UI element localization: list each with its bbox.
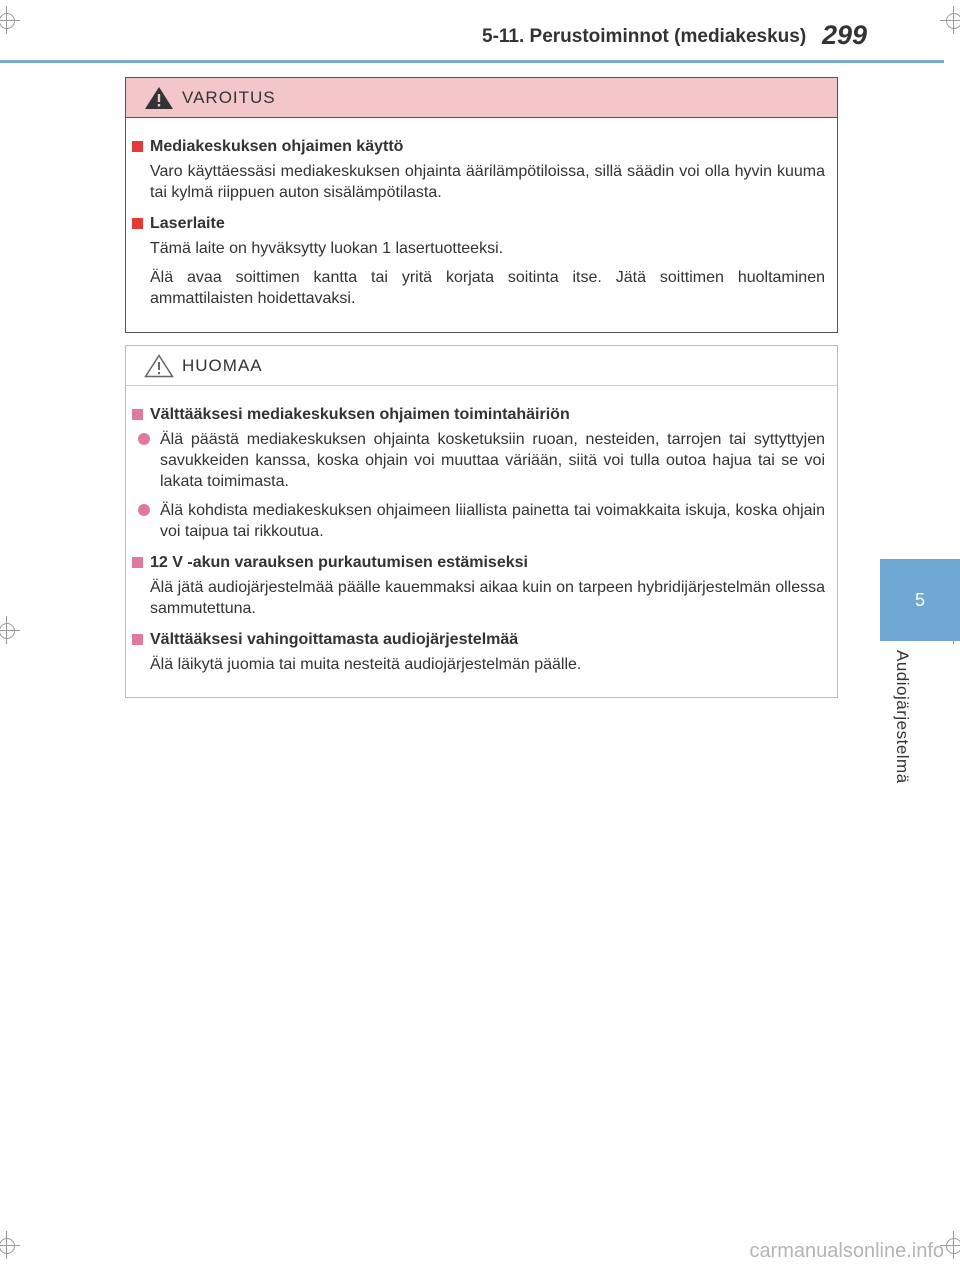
note-item-title: [132, 629, 825, 650]
warning-item-title-text: Laserlaite: [150, 215, 225, 232]
note-bullet: [138, 429, 825, 492]
note-paragraph: Älä jätä audiojärjestelmää päälle kauemmaksi aikaa kuin on tarpeen hybridijärjestelmän ollessa sammutettuna.: [150, 579, 825, 617]
round-bullet-icon: [138, 504, 150, 516]
note-bullet-text: Älä päästä mediakeskuksen ohjainta kosketuksiin ruoan, nesteiden, tarrojen tai syttyttyjen savukkeiden kanssa, koska ohjain voi muuttaa väriään, siitä voi tulla outoa hajua tai se voi lakata toimimasta.: [160, 431, 825, 490]
round-bullet-icon: [138, 433, 150, 445]
note-box: [125, 345, 838, 698]
square-bullet-icon: [132, 409, 143, 420]
chapter-label: Audiojärjestelmä: [893, 650, 912, 784]
square-bullet-icon: [132, 634, 143, 645]
note-item-title: [132, 552, 825, 573]
note-item-title-text: 12 V -akun varauksen purkautumisen estämiseksi: [150, 554, 528, 571]
warning-body: [126, 118, 837, 309]
warning-triangle-icon: [144, 86, 174, 110]
warning-header: [126, 78, 837, 118]
warning-title: VAROITUS: [182, 87, 276, 107]
warning-paragraph: Tämä laite on hyväksytty luokan 1 lasertuotteeksi.: [150, 240, 504, 257]
note-item-title: [132, 404, 825, 425]
warning-item-title-text: Mediakeskuksen ohjaimen käyttö: [150, 138, 404, 155]
warning-item-title: [132, 136, 825, 157]
chapter-tab: [880, 559, 960, 641]
square-bullet-icon: [132, 141, 143, 152]
page-number: 299: [822, 20, 868, 50]
chapter-number: 5: [914, 589, 925, 610]
note-item-title-text: Välttääksesi mediakeskuksen ohjaimen toimintahäiriön: [150, 406, 570, 423]
note-paragraph: Älä läikytä juomia tai muita nesteitä audiojärjestelmän päälle.: [150, 656, 582, 673]
caution-triangle-icon: [144, 354, 174, 378]
warning-item-title: [132, 213, 825, 234]
warning-paragraph: Varo käyttäessäsi mediakeskuksen ohjainta äärilämpötiloissa, sillä säädin voi olla hyvin kuuma tai kylmä riippuen auton sisälämpötilasta.: [150, 163, 825, 201]
section-title: 5-11. Perustoiminnot (mediakeskus): [482, 26, 807, 47]
warning-box: [125, 77, 838, 333]
note-bullet: [138, 500, 825, 542]
note-header: [126, 346, 837, 386]
note-bullet-text: Älä kohdista mediakeskuksen ohjaimeen liiallista painetta tai voimakkaita iskuja, koska ohjain voi taipua tai rikkoutua.: [160, 502, 825, 540]
header-rule: [0, 60, 944, 63]
footer-watermark: carmanualsonline.info: [749, 1240, 944, 1262]
note-body: [126, 386, 837, 675]
square-bullet-icon: [132, 218, 143, 229]
square-bullet-icon: [132, 557, 143, 568]
note-item-title-text: Välttääksesi vahingoittamasta audiojärjestelmää: [150, 631, 519, 648]
note-title: HUOMAA: [182, 355, 263, 375]
warning-paragraph: Älä avaa soittimen kantta tai yritä korjata soitinta itse. Jätä soittimen huoltaminen ammattilaisten hoidettavaksi.: [150, 269, 825, 307]
